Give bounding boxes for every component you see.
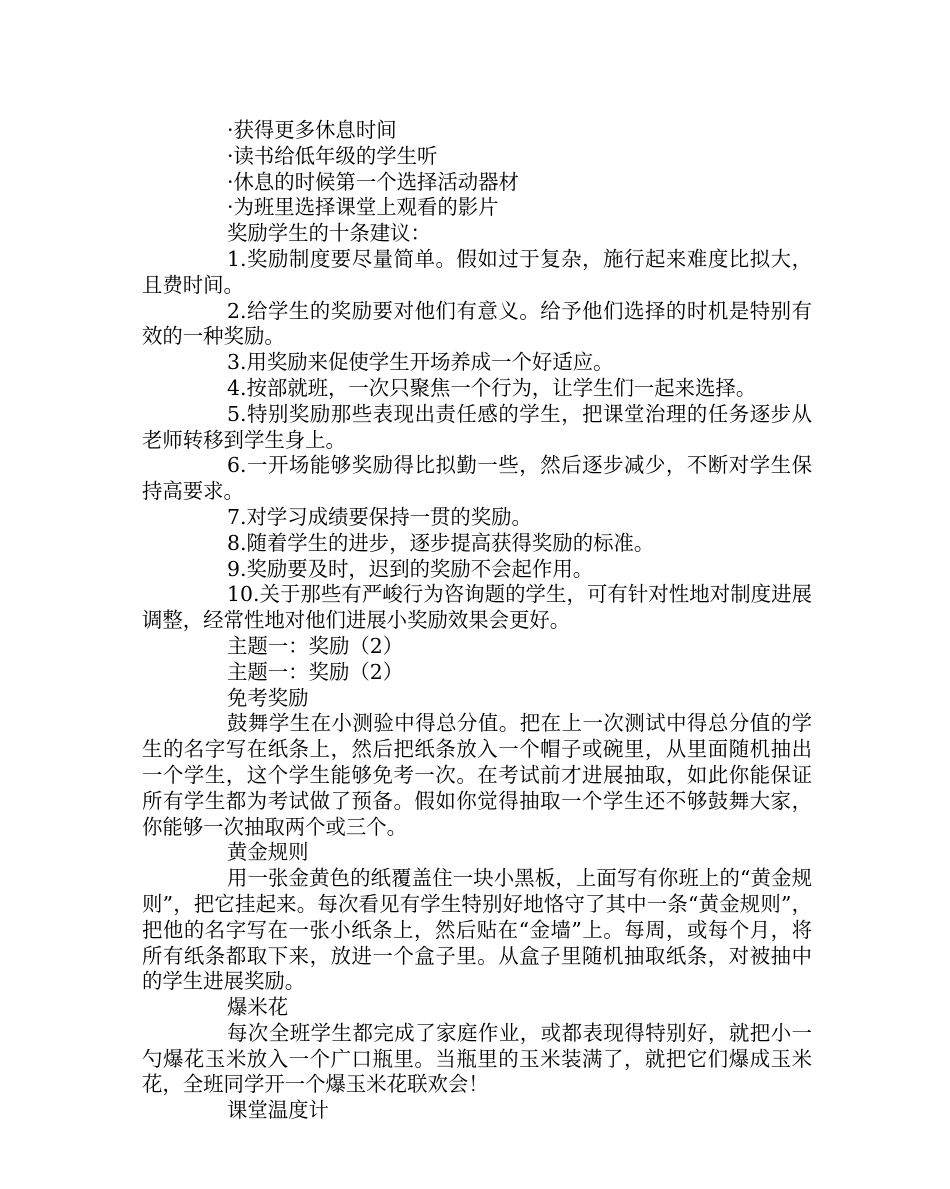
tip-8: 8.随着学生的进步，逐步提高获得奖励的标准。 [227,530,655,555]
heading-class-thermometer: 课堂温度计 [227,1098,329,1123]
body-exam-exemption: 鼓舞学生在小测验中得总分值。把在上一次测试中得总分值的学生的名字写在纸条上，然后把纸条放入一个帽子或碗里，从里面随机抽出一个学生，这个学生能够免考一次。在考试前才进展抽取，如此你能保证所有学生都为考试做了预备。假如你觉得抽取一个学生还不够鼓舞大家，你能够一次抽取两个或三个。 [142,711,812,839]
tip-9: 9.奖励要及时，迟到的奖励不会起作用。 [227,556,594,581]
tip-2: 2.给学生的奖励要对他们有意义。给予他们选择的时机是特别有效的一种奖励。 [142,298,812,349]
tip-7: 7.对学习成绩要保持一贯的奖励。 [227,504,532,529]
bullet-read-to-younger: ·读书给低年级的学生听 [227,143,438,168]
bullet-pick-equipment-first: ·休息的时候第一个选择活动器材 [227,169,519,194]
body-popcorn: 每次全班学生都完成了家庭作业，或都表现得特别好，就把小一勺爆花玉米放入一个广口瓶里。当瓶里的玉米装满了，就把它们爆成玉米花，全班同学开一个爆玉米花联欢会！ [142,1020,812,1097]
topic-heading-repeat: 主题一：奖励（2） [227,659,404,684]
tip-10: 10.关于那些有严峻行为咨询题的学生，可有针对性地对制度进展调整，经常性地对他们进展小奖励效果会更好。 [142,582,812,633]
tip-5: 5.特别奖励那些表现出责任感的学生，把课堂治理的任务逐步从老师转移到学生身上。 [142,401,812,452]
bullet-more-rest-time: ·获得更多休息时间 [227,118,397,142]
tip-6: 6.一开场能够奖励得比拟勤一些，然后逐步减少，不断对学生保持高要求。 [142,453,812,504]
tip-4: 4.按部就班，一次只聚焦一个行为，让学生们一起来选择。 [227,375,757,400]
tip-3: 3.用奖励来促使学生开场养成一个好适应。 [227,350,614,375]
topic-heading: 主题一：奖励（2） [227,633,404,658]
heading-golden-rules: 黄金规则 [227,840,309,865]
bullet-choose-movie: ·为班里选择课堂上观看的影片 [227,195,499,220]
tip-1: 1.奖励制度要尽量简单。假如过于复杂，施行起来难度比拟大，且费时间。 [142,246,812,297]
heading-popcorn: 爆米花 [227,995,289,1020]
heading-exam-exemption: 免考奖励 [227,685,309,710]
body-golden-rules: 用一张金黄色的纸覆盖住一块小黑板，上面写有你班上的“黄金规则”，把它挂起来。每次看见有学生特别好地恪守了其中一条“黄金规则”，把他的名字写在一张小纸条上，然后贴在“金墙”上。每周，或每个月，将所有纸条都取下来，放进一个盒子里。从盒子里随机抽取纸条，对被抽中的学生进展奖励。 [142,866,812,994]
section-heading-ten-tips: 奖励学生的十条建议： [227,221,431,246]
document-page [142,118,812,1124]
